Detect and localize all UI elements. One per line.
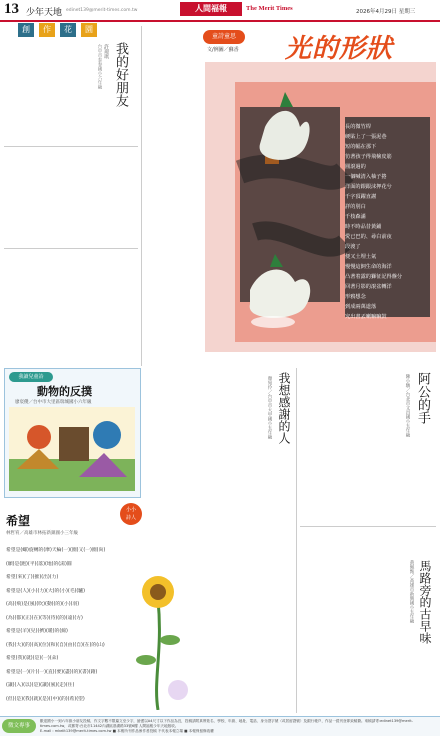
column-tabs (18, 23, 97, 37)
poem-feature-art (145, 22, 436, 362)
article-body-thanks-2 (198, 566, 293, 711)
poem-credit: 文/例圖／蘇香 (207, 47, 239, 53)
article-title-friend: 我的好朋友 (114, 42, 129, 107)
section-name: 少年天地 (26, 8, 63, 18)
section-email[interactable]: edinet139@merit-times.com.tw (66, 8, 138, 13)
poem-line: 究出書丟喇嘛嘛鼓 (345, 314, 387, 320)
sunflower-illustration (118, 560, 196, 710)
hope-poem-line: 希望是(人)(小)(力)(大)的(小)(毛)(驢) (6, 588, 85, 594)
poem-line: 洋面的銀跟沫押花兮 (345, 184, 392, 190)
little-poet-badge-top: 小小 (125, 507, 136, 513)
divider (296, 368, 297, 713)
article-body-friend-1 (4, 44, 92, 144)
column-tab: 創 (18, 23, 34, 37)
footer-bar (0, 716, 440, 736)
article-body-friend-2 (4, 150, 138, 245)
article-body-animal (144, 368, 194, 496)
poem-line: 千字頂躍直謝 (345, 194, 377, 200)
masthead-english: The Merit Times (246, 5, 293, 12)
little-poet-badge (120, 503, 142, 525)
issue-date: 2026年4月29日 星期三 (356, 9, 416, 15)
poem-line: 凸著着露的獅征記得盤分 (345, 274, 403, 280)
animal-poem-box (4, 368, 141, 498)
byline-stand: 黃佩甄／高雄市新興國小五年級 (409, 560, 414, 623)
hope-poem-line: (讓)(入)(以)(是)(讓)(風)(走)(住) (6, 683, 75, 688)
article-title-animal: 動物的反撲 (37, 386, 92, 398)
hope-poem-line: (願)是(跑)(平)(落)(地)的(湯)圓 (6, 561, 72, 567)
poem-line: 長的微竹桿 (345, 124, 371, 130)
page-number: 13 (4, 1, 19, 17)
poem-line: 慢慢這飼生命的海洋 (345, 264, 392, 270)
article-title-grandpa: 阿公的手 (416, 372, 431, 424)
poem-line: 詳的別白 (345, 204, 366, 210)
column-tab: 花 (60, 23, 76, 37)
divider (4, 248, 138, 249)
hope-poem-line: (為)(都)(正)(在)(等)(待)(的)(遠)(方) (6, 615, 83, 621)
poem-line: 到成兩萬道落 (345, 304, 377, 310)
poem-line: 時不時品昔黃鋪 (345, 224, 382, 230)
little-poet-badge-bottom: 詩人 (125, 515, 136, 521)
poem-line: 千枝森滿 (345, 214, 366, 220)
poem-lines (345, 122, 430, 322)
article-title-thanks: 我想感謝的人 (277, 372, 291, 444)
hope-poem-line: 希望(來)(了)(摧)(出)(力) (6, 575, 59, 580)
poem-line: 短的幅在那下 (345, 144, 377, 150)
hope-poem-line: 希望是(螺)旋轉的(摩)天輪(一)(圈)又(一)圈(尚) (6, 548, 106, 553)
poem-line: 形鴉想念 (345, 294, 366, 300)
footer-contact[interactable]: E-mail : mkelit139@merit-times.com.tw ■ 本報所刊作品係作者投稿 不代表本報立場 ■ 本報保留修改權 (40, 729, 214, 733)
poem-title: 光的形狀 (285, 33, 394, 63)
hope-poem-line: (我)(大)(的)(高)(位)(和)(自)(由)(自)(在)的(山) (6, 642, 105, 648)
school-friend: 台中市泰春國小六年級 (97, 44, 102, 89)
poem-line: 硬貼上了一張泥巷 (345, 134, 387, 140)
divider (4, 146, 138, 147)
footer-badge: 徵文專事 (2, 719, 36, 733)
byline-animal: 廖宸優／台中市大里區瑞城國小六年級 (15, 400, 92, 405)
byline-grandpa: 陳小駿／台北市文昌國小五年級 (405, 374, 410, 437)
byline-hope: 林哲宥／高雄市林拓新鎮國小三年級 (6, 531, 78, 536)
column-tab: 園 (81, 23, 97, 37)
article-body-grandpa (300, 370, 400, 520)
hope-poem-line: 希望(我)(就)(是)(一)(朵) (6, 656, 59, 661)
poem-badge: 童詩童思 (203, 30, 245, 44)
article-body-thanks-1 (208, 370, 264, 560)
masthead-logo: 人間福報 (180, 2, 242, 16)
poem-line: 圓滾過的 (345, 164, 366, 170)
page-header (0, 0, 440, 22)
byline-friend: 許璟琪 (103, 44, 109, 59)
hope-poem-line: 希望是(羊)(兒)(擠)(暖)的(綿) (6, 629, 68, 634)
article-body-thanks-3 (198, 370, 206, 560)
column-tab: 作 (39, 23, 55, 37)
column-divider (141, 26, 142, 366)
poem-line: 愛已巴的、尋白前夜 (345, 234, 392, 240)
byline-thanks: 顏宛伶／台中市大甲國小五年級 (267, 376, 272, 439)
poem-line: 段渡了 (345, 244, 361, 250)
article-title-hope: 希望 (6, 514, 31, 528)
hope-poem-line: 希望是(一)(片)(一)(直)(要)(盡)(的)(書)(籍) (6, 669, 98, 675)
hope-poem-lines (6, 544, 114, 706)
animal-series-badge: 我讀兒童詩 (9, 372, 53, 382)
poem-line: 回著月影的滾盆轉洋 (345, 284, 392, 290)
divider (300, 526, 436, 527)
poem-line: 彷著孩子得飛檢皮筋 (345, 154, 392, 160)
hope-poem-line: (高)(飛)是(風)(吹)(動)(的)(小)(羽) (6, 602, 80, 607)
article-body-friend-3 (4, 252, 138, 362)
poem-line: 一個喊清入柚子捲 (345, 174, 387, 180)
animal-drawing (9, 407, 135, 491)
article-title-stand: 馬路旁的古早味 (418, 560, 432, 644)
hope-poem-line: (但)(是)(我)(就)(是)((中)(的)(希)(望) (6, 696, 85, 702)
footer-notice: 歡迎國小一到六年級小朋友投稿，作文字數不限篇文至少字，繪畫以A4尺寸以下作品為宜，投稿請附真實姓名、學校、年級、地址、電話、身分證字號（或居留證號）及銀行帳戶，作品一經刊登即致稿費。來稿請寄:edinet139@merit-times.com.tw，或郵寄:台北市11442內湖區基湖路33號6樓 人間福報少年天地版收。 (40, 719, 413, 728)
poem-line: 便又土埋土氣 (345, 254, 377, 260)
article-body-stand (300, 530, 405, 710)
